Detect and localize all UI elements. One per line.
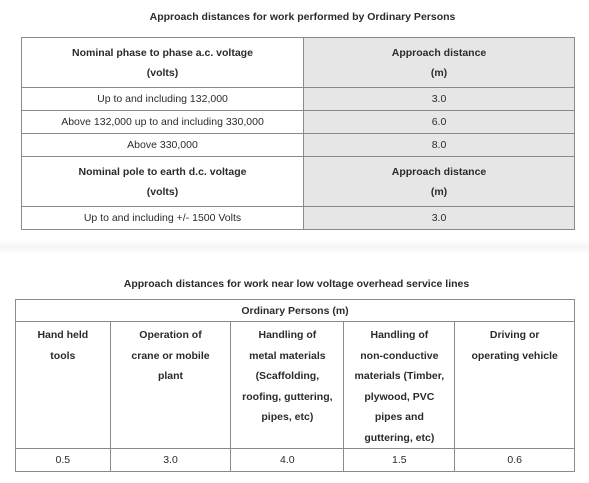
category-line: guttering, etc) bbox=[364, 431, 435, 444]
category-line: operating vehicle bbox=[471, 349, 558, 362]
category-line: roofing, guttering, bbox=[242, 390, 333, 403]
ac-approach-distance-header bbox=[304, 38, 575, 88]
ordinary-persons-header: Ordinary Persons (m) bbox=[16, 300, 575, 322]
ordinary-persons-approach-table bbox=[21, 37, 575, 230]
category-line: crane or mobile bbox=[131, 349, 210, 362]
category-non-conductive-materials bbox=[344, 322, 455, 449]
category-line: Handling of bbox=[370, 329, 429, 341]
distance-cell: 6.0 bbox=[304, 111, 575, 134]
voltage-cell: Above 330,000 bbox=[22, 134, 304, 157]
distance-cell: 4.0 bbox=[231, 449, 344, 472]
voltage-cell: Up to and including +/- 1500 Volts bbox=[22, 207, 304, 230]
category-line: plant bbox=[157, 370, 184, 382]
header-label-line: (volts) bbox=[146, 185, 179, 198]
table2-title: Approach distances for work near low voltage overhead service lines bbox=[123, 278, 470, 290]
ac-voltage-header bbox=[22, 38, 304, 88]
voltage-cell: Above 132,000 up to and including 330,000 bbox=[22, 111, 304, 134]
table1-title: Approach distances for work performed by Ordinary Persons bbox=[149, 11, 456, 23]
table-header-row bbox=[16, 300, 575, 322]
table-row bbox=[22, 134, 575, 157]
distance-cell: 1.5 bbox=[344, 449, 455, 472]
distance-cell: 3.0 bbox=[110, 449, 231, 472]
dc-approach-distance-header bbox=[304, 157, 575, 207]
category-line: Handling of bbox=[258, 329, 317, 341]
category-line: (Scaffolding, bbox=[255, 370, 320, 382]
table-row bbox=[22, 207, 575, 230]
category-line: non-conductive bbox=[360, 349, 439, 362]
distance-cell: 3.0 bbox=[304, 207, 575, 230]
category-line: Driving or bbox=[489, 329, 540, 341]
table-row bbox=[22, 88, 575, 111]
low-voltage-service-lines-table bbox=[15, 299, 575, 472]
distance-cell: 0.5 bbox=[16, 449, 111, 472]
category-row bbox=[16, 322, 575, 449]
header-label-line: (m) bbox=[430, 66, 448, 79]
section-divider bbox=[0, 240, 589, 254]
category-line: pipes and bbox=[374, 411, 424, 423]
distance-cell: 0.6 bbox=[455, 449, 575, 472]
dc-voltage-header bbox=[22, 157, 304, 207]
category-line: tools bbox=[50, 349, 76, 362]
header-label-line: (m) bbox=[430, 185, 448, 198]
table-header-row bbox=[22, 157, 575, 207]
category-hand-held-tools bbox=[16, 322, 111, 449]
header-label-line: Approach distance bbox=[391, 165, 487, 178]
category-line: plywood, PVC bbox=[364, 390, 435, 403]
category-crane-operation bbox=[110, 322, 231, 449]
voltage-cell: Up to and including 132,000 bbox=[22, 88, 304, 111]
category-line: Hand held bbox=[37, 329, 89, 341]
distance-cell: 3.0 bbox=[304, 88, 575, 111]
values-row bbox=[16, 449, 575, 472]
header-label-line: Approach distance bbox=[391, 46, 487, 59]
table-header-row bbox=[22, 38, 575, 88]
category-line: pipes, etc) bbox=[261, 411, 314, 423]
category-line: Operation of bbox=[139, 329, 202, 341]
header-label-line: Nominal pole to earth d.c. voltage bbox=[78, 165, 247, 178]
table-row bbox=[22, 111, 575, 134]
header-label-line: (volts) bbox=[146, 66, 179, 79]
category-metal-materials bbox=[231, 322, 344, 449]
category-driving-vehicle bbox=[455, 322, 575, 449]
distance-cell: 8.0 bbox=[304, 134, 575, 157]
header-label-line: Nominal phase to phase a.c. voltage bbox=[72, 46, 253, 59]
category-line: materials (Timber, bbox=[354, 370, 445, 382]
category-line: metal materials bbox=[249, 349, 326, 362]
